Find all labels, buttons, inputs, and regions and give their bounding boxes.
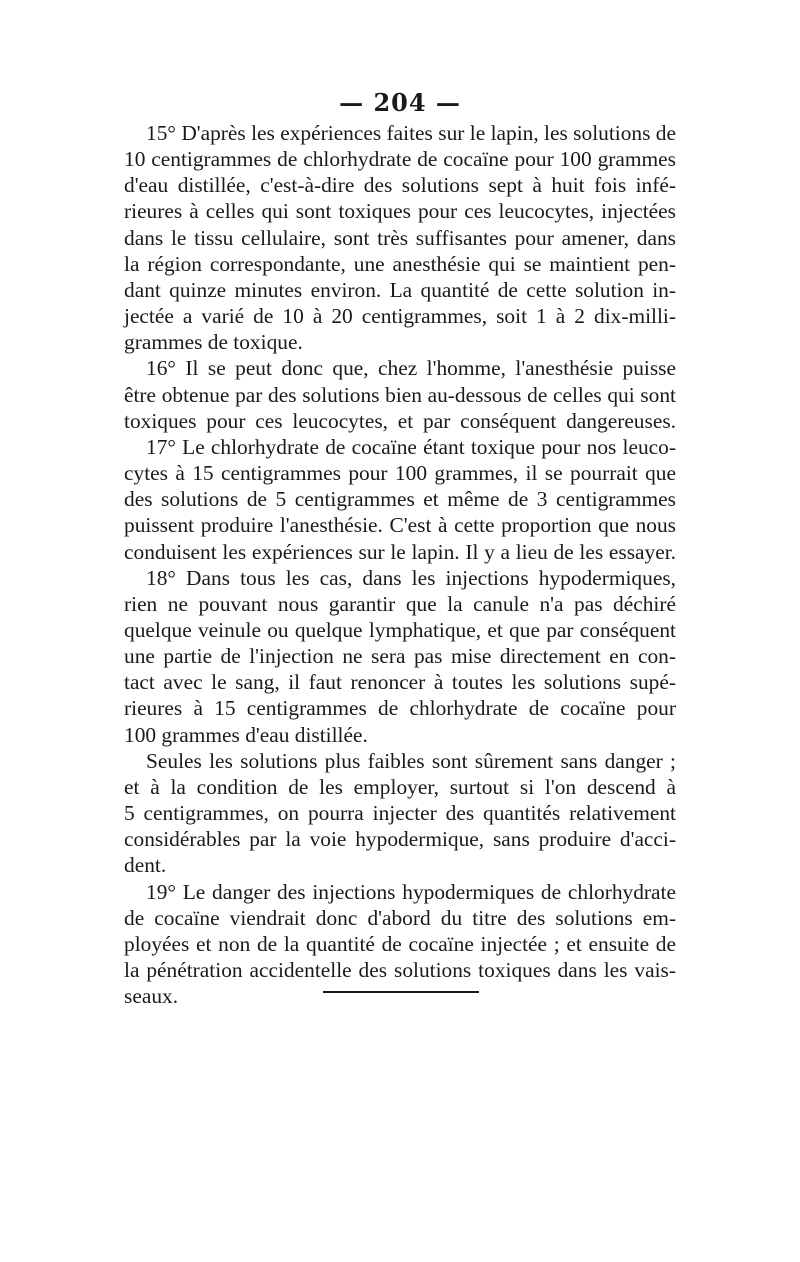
text-line: d'eau distillée, c'est-à-dire des solutions sept à huit fois infé- bbox=[124, 173, 676, 198]
text-line: la pénétration accidentelle des solutions toxiques dans les vais- bbox=[124, 958, 676, 982]
text-line: seaux. bbox=[124, 984, 179, 1009]
text-line: la région correspondante, une anesthésie qui se maintient pen- bbox=[124, 251, 676, 276]
text-line: et à la condition de les employer, surtout si l'on descend à bbox=[124, 774, 676, 799]
text-line: conduisent les expériences sur le lapin. Il y a lieu de les essayer. bbox=[124, 539, 676, 564]
text-line: 19° Le danger des injections hypodermiques de chlorhydrate bbox=[146, 879, 676, 904]
text-line: toxiques pour ces leucocytes, et par conséquent dangereuses. bbox=[124, 408, 676, 433]
text-line: 100 grammes d'eau distillée. bbox=[124, 722, 368, 747]
text-line: jectée a varié de 10 à 20 centigrammes, soit 1 à 2 dix-milli- bbox=[124, 304, 676, 329]
text-line: puissent produire l'anesthésie. C'est à cette proportion que nous bbox=[124, 513, 676, 538]
text-line: cytes à 15 centigrammes pour 100 grammes, il se pourrait que bbox=[124, 461, 676, 486]
text-line: 16° Il se peut donc que, chez l'homme, l'anesthésie puisse bbox=[146, 356, 676, 381]
text-line: dant quinze minutes environ. La quantité de cette solution in- bbox=[124, 277, 676, 302]
text-line: considérables par la voie hypodermique, sans produire d'acci- bbox=[124, 827, 676, 852]
text-line: 5 centigrammes, on pourra injecter des quantités relativement bbox=[124, 801, 676, 826]
text-line: 15° D'après les expériences faites sur le lapin, les solutions de bbox=[146, 121, 676, 145]
text-line: grammes de toxique. bbox=[124, 330, 303, 355]
page-number: — 204 — bbox=[339, 88, 461, 117]
body-text bbox=[124, 120, 676, 1009]
text-line: de cocaïne viendrait donc d'abord du titre des solutions em- bbox=[124, 905, 676, 930]
text-line: 10 centigrammes de chlorhydrate de cocaïne pour 100 grammes bbox=[124, 147, 676, 172]
text-line: tact avec le sang, il faut renoncer à toutes les solutions supé- bbox=[124, 670, 676, 695]
text-line: rien ne pouvant nous garantir que la canule n'a pas déchiré bbox=[124, 591, 676, 616]
text-line: 18° Dans tous les cas, dans les injections hypodermiques, bbox=[146, 565, 676, 590]
text-line: des solutions de 5 centigrammes et même de 3 centigrammes bbox=[124, 487, 676, 512]
text-line: être obtenue par des solutions bien au-dessous de celles qui sont bbox=[124, 382, 676, 407]
text-line: rieures à 15 centigrammes de chlorhydrate de cocaïne pour bbox=[124, 696, 676, 721]
text-line: rieures à celles qui sont toxiques pour ces leucocytes, injectées bbox=[124, 199, 676, 224]
text-line: dent. bbox=[124, 853, 167, 878]
text-line: quelque veinule ou quelque lymphatique, et que par conséquent bbox=[124, 617, 676, 642]
text-line: une partie de l'injection ne sera pas mise directement en con- bbox=[124, 644, 676, 669]
end-rule bbox=[323, 991, 479, 993]
text-line: dans le tissu cellulaire, sont très suffisantes pour amener, dans bbox=[124, 225, 676, 250]
text-line: 17° Le chlorhydrate de cocaïne étant toxique pour nos leuco- bbox=[146, 434, 676, 459]
text-line: ployées et non de la quantité de cocaïne injectée ; et ensuite de bbox=[124, 931, 676, 956]
text-line: Seules les solutions plus faibles sont sûrement sans danger ; bbox=[146, 748, 676, 773]
